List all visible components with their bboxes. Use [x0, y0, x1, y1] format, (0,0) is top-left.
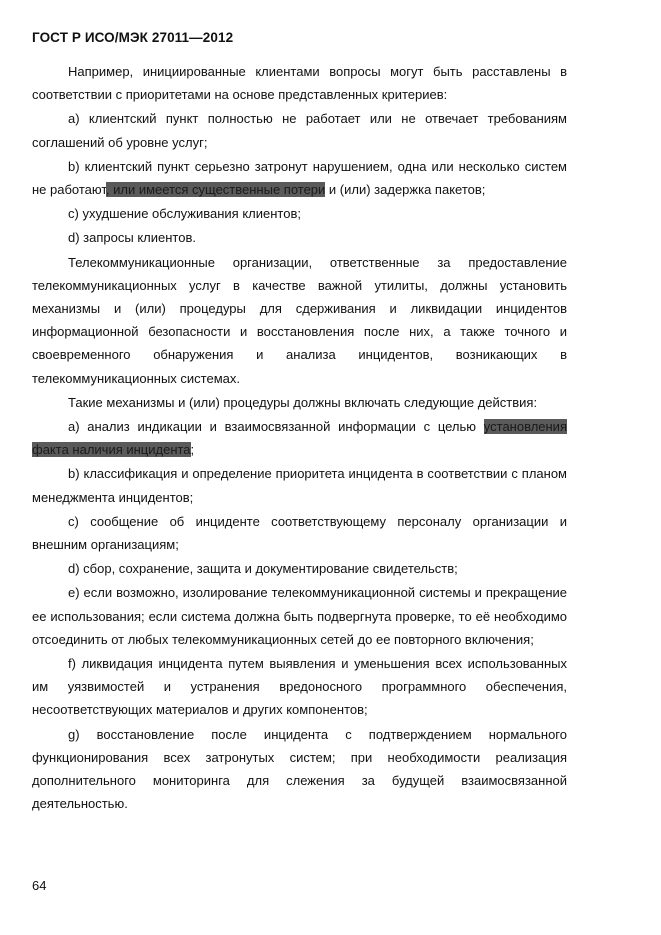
- action-item-a-text: а) анализ индикации и взаимосвязанной информации с целью: [68, 419, 484, 435]
- list-item-b-tail: и (или) задержка пакетов;: [325, 182, 486, 198]
- page-number: 64: [32, 878, 47, 893]
- list-item-a: а) клиентский пункт полностью не работает или не отвечает требованиям соглашений об уровне услуг;: [32, 111, 567, 150]
- list-item-b: [32, 155, 567, 201]
- action-item-e: е) если возможно, изолирование телекоммуникационной системы и прекращение ее использования; если система должна быть подвергнута проверке, то её необходимо отсоединить от любых телекоммуникационных сетей до ее повторного включения;: [32, 585, 567, 647]
- list-item-c: с) ухудшение обслуживания клиентов;: [68, 206, 301, 222]
- action-item-d: d) сбор, сохранение, защита и документирование свидетельств;: [68, 561, 458, 577]
- highlighted-text: установления факта наличия инцидента: [32, 419, 567, 458]
- paragraph-intro: Например, инициированные клиентами вопросы могут быть расставлены в соответствии с приоритетами на основе представленных критериев:: [32, 64, 567, 103]
- action-item-c: с) сообщение об инциденте соответствующему персоналу организации и внешним организациям;: [32, 513, 567, 553]
- action-item-g: g) восстановление после инцидента с подтверждением нормального функционирования всех затронутых систем; при необходимости реализация дополнительного мониторинга для слежения за будущей взаимосвязанной деятельностью.: [32, 726, 567, 812]
- highlighted-text: , или имеется существенные потери: [105, 182, 326, 198]
- document-body: [32, 60, 567, 816]
- action-item-f: f) ликвидация инцидента путем выявления и уменьшения всех использованных им уязвимостей и устранения вредоносного программного обеспечения, несоответствующих материалов и других компонентов;: [32, 656, 567, 718]
- action-item-b: b) классификация и определение приоритета инцидента в соответствии с планом менеджмента инцидентов;: [32, 466, 567, 505]
- paragraph-telecom: Телекоммуникационные организации, ответственные за предоставление телекоммуникационных услуг в качестве важной утилиты, должны установить механизмы и (или) процедуры для сдерживания и ликвидации инцидентов информационной безопасности и восстановления после них, а также точного и своевременного обнаружения и анализа инцидентов, возникающих в телекоммуникационных системах.: [32, 254, 567, 386]
- paragraph-actions-intro: Такие механизмы и (или) процедуры должны включать следующие действия:: [68, 394, 538, 410]
- list-item-b-text: b) клиентский пункт серьезно затронут нарушением, одна или несколько систем не работают: [32, 158, 567, 198]
- action-item-a: [32, 415, 567, 461]
- document-header: ГОСТ Р ИСО/МЭК 27011—2012: [32, 30, 234, 45]
- action-item-a-tail: ;: [190, 442, 195, 458]
- list-item-d: d) запросы клиентов.: [68, 230, 196, 246]
